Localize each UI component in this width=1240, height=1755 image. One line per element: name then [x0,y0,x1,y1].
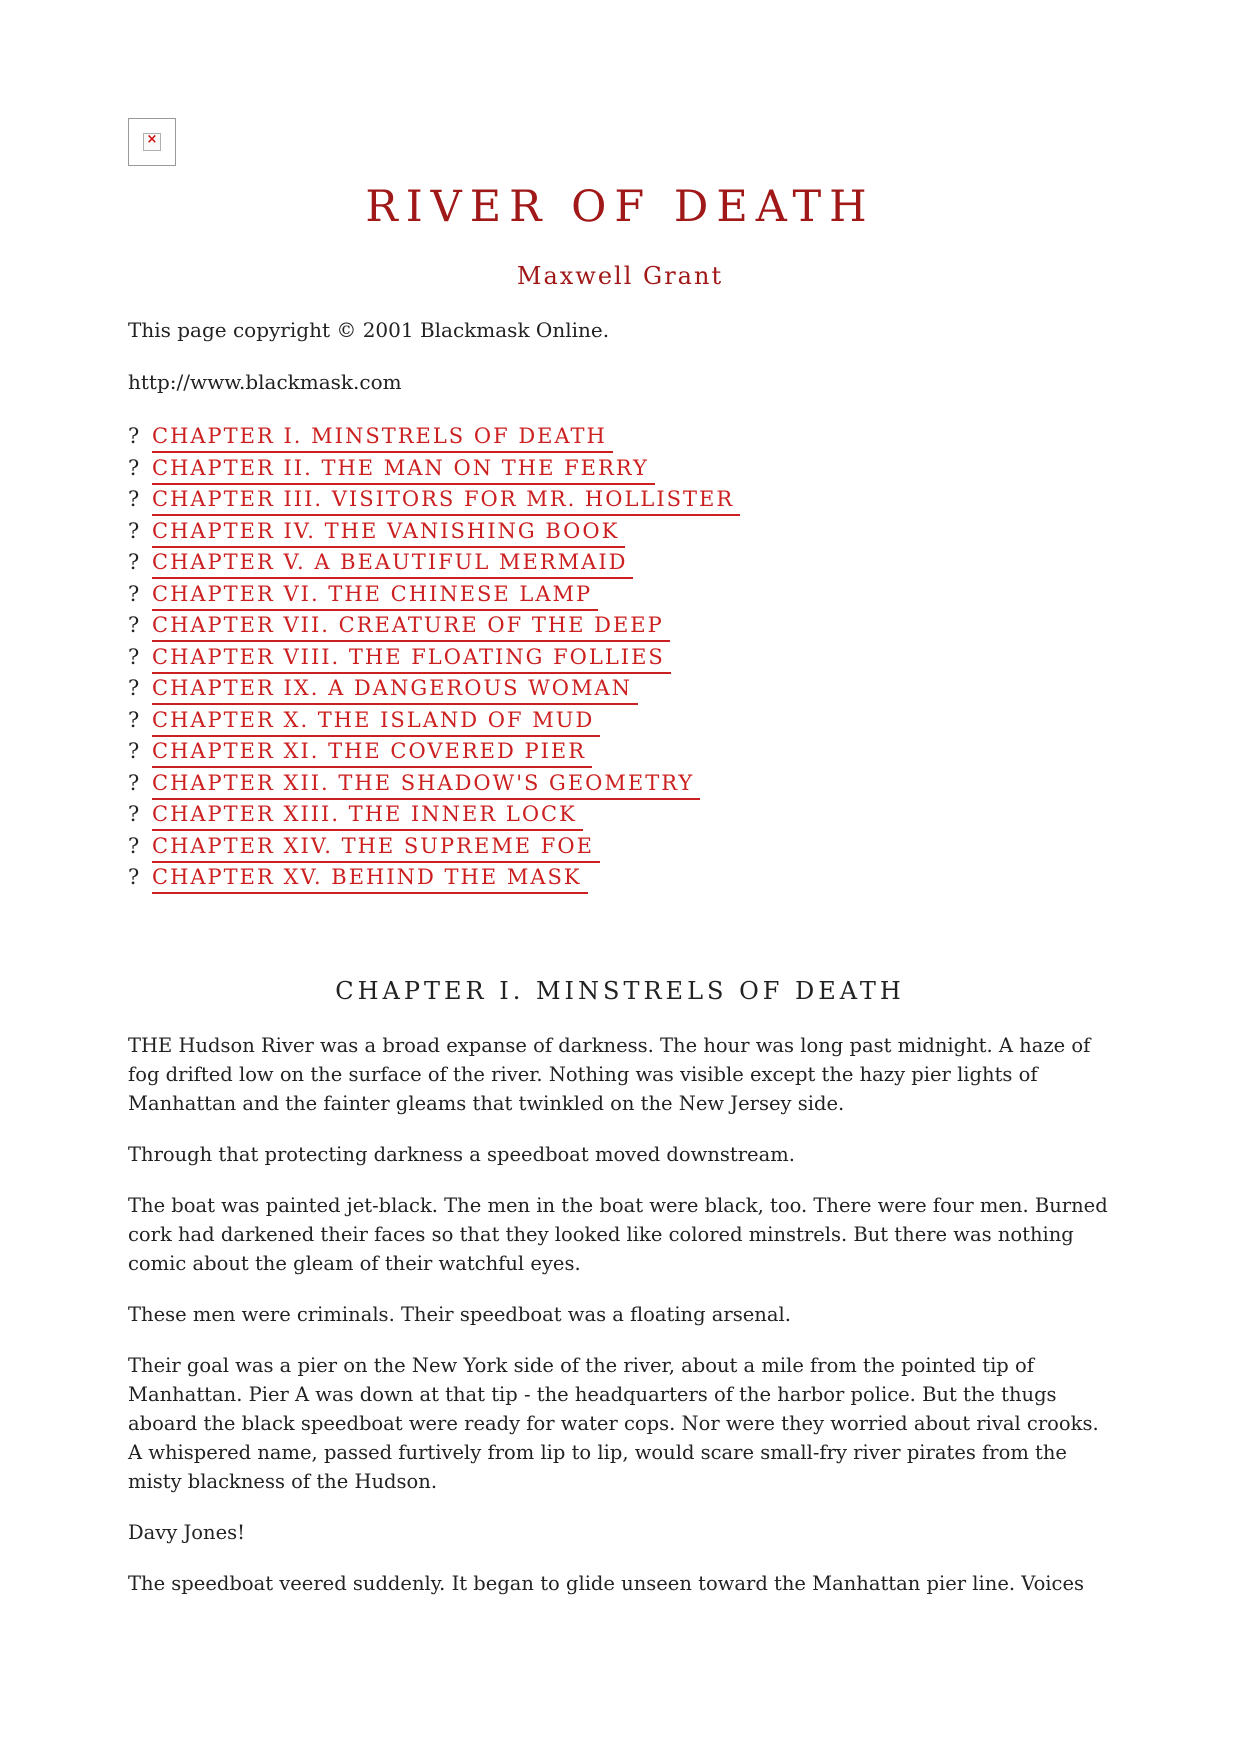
toc-item [128,676,740,708]
table-of-contents [128,424,740,897]
toc-item [128,771,740,803]
toc-marker: ? [128,865,140,889]
chapter-heading: CHAPTER I. MINSTRELS OF DEATH [335,977,905,1005]
toc-marker: ? [128,770,140,795]
toc-item [128,582,740,614]
toc-item [128,456,740,488]
toc-marker: ? [128,487,140,511]
toc-link-chapter-2[interactable]: CHAPTER II. THE MAN ON THE FERRY [152,456,655,485]
broken-image-icon [128,118,176,166]
paragraph: Davy Jones! [128,1521,245,1544]
paragraph: The boat was painted jet-black. The men in the boat were black, too. There were four men. Burned cork had darkened their faces so that they looked like colored minstrels. But there was nothing comic about the gleam of their watchful eyes. [128,1194,1108,1275]
toc-marker: ? [128,613,140,637]
toc-item [128,487,740,519]
toc-marker: ? [128,707,140,732]
toc-link-chapter-7[interactable]: CHAPTER VII. CREATURE OF THE DEEP [152,613,670,642]
toc-marker: ? [128,644,140,669]
book-author: Maxwell Grant [516,262,724,290]
toc-link-chapter-11[interactable]: CHAPTER XI. THE COVERED PIER [152,739,592,768]
toc-item [128,865,740,897]
toc-link-chapter-4[interactable]: CHAPTER IV. THE VANISHING BOOK [152,519,625,548]
toc-marker: ? [128,833,140,858]
toc-link-chapter-10[interactable]: CHAPTER X. THE ISLAND OF MUD [152,708,600,737]
toc-link-chapter-12[interactable]: CHAPTER XII. THE SHADOW'S GEOMETRY [152,771,700,800]
toc-item [128,802,740,834]
toc-item [128,834,740,866]
book-title: RIVER OF DEATH [365,182,875,232]
toc-marker: ? [128,455,140,480]
toc-marker: ? [128,676,140,700]
toc-link-chapter-14[interactable]: CHAPTER XIV. THE SUPREME FOE [152,834,600,863]
toc-item [128,708,740,740]
toc-item [128,424,740,456]
toc-marker: ? [128,424,140,448]
toc-marker: ? [128,581,140,606]
toc-link-chapter-15[interactable]: CHAPTER XV. BEHIND THE MASK [152,865,588,894]
paragraph: THE Hudson River was a broad expanse of darkness. The hour was long past midnight. A haze of fog drifted low on the surface of the river. Nothing was visible except the hazy pier lights of Manhattan and the fainter gleams that twinkled on the New Jersey side. [128,1034,1091,1115]
toc-item [128,645,740,677]
copyright-notice: This page copyright © 2001 Blackmask Online. [128,318,610,342]
paragraph: The speedboat veered suddenly. It began to glide unseen toward the Manhattan pier line. Voices [128,1572,1085,1595]
toc-marker: ? [128,802,140,826]
toc-item [128,519,740,551]
toc-link-chapter-6[interactable]: CHAPTER VI. THE CHINESE LAMP [152,582,598,611]
broken-image-x-icon: × [146,132,158,147]
toc-marker: ? [128,518,140,543]
website-url: http://www.blackmask.com [128,370,402,394]
chapter-body [128,1031,1118,1620]
paragraph: Their goal was a pier on the New York side of the river, about a mile from the pointed tip of Manhattan. Pier A was down at that tip - the headquarters of the harbor police. But the thugs aboard the black speedboat were ready for water cops. Nor were they worried about rival crooks. A whispered name, passed furtively from lip to lip, would scare small-fry river pirates from the misty blackness of the Hudson. [128,1354,1099,1493]
paragraph: Through that protecting darkness a speedboat moved downstream. [128,1143,795,1166]
paragraph: These men were criminals. Their speedboat was a floating arsenal. [128,1303,791,1326]
toc-marker: ? [128,550,140,574]
toc-link-chapter-8[interactable]: CHAPTER VIII. THE FLOATING FOLLIES [152,645,671,674]
toc-link-chapter-1[interactable]: CHAPTER I. MINSTRELS OF DEATH [152,424,613,453]
broken-image-frame [143,133,161,151]
toc-item [128,613,740,645]
toc-link-chapter-9[interactable]: CHAPTER IX. A DANGEROUS WOMAN [152,676,638,705]
toc-item [128,739,740,771]
toc-item [128,550,740,582]
toc-marker: ? [128,739,140,763]
toc-link-chapter-3[interactable]: CHAPTER III. VISITORS FOR MR. HOLLISTER [152,487,740,516]
toc-link-chapter-13[interactable]: CHAPTER XIII. THE INNER LOCK [152,802,583,831]
toc-link-chapter-5[interactable]: CHAPTER V. A BEAUTIFUL MERMAID [152,550,633,579]
